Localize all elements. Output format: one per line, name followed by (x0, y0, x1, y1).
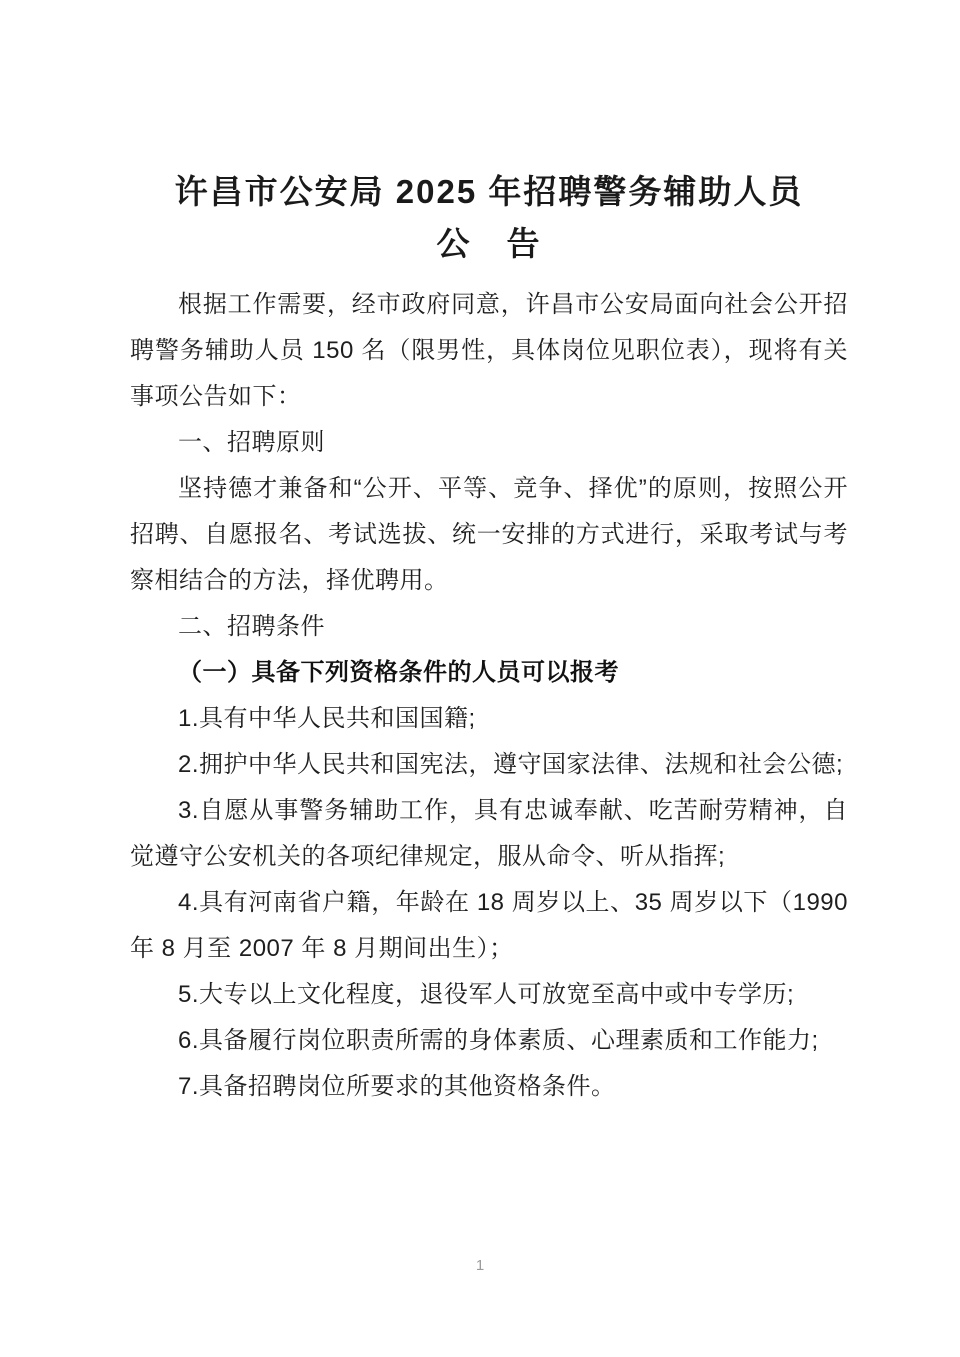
condition-item-7: 7.具备招聘岗位所要求的其他资格条件。 (178, 1073, 616, 1100)
section-1-heading: 一、招聘原则 (178, 429, 325, 456)
section-2-heading: 二、招聘条件 (178, 613, 325, 640)
document-title-line-1: 许昌市公安局 2025 年招聘警务辅助人员 (174, 173, 804, 210)
condition-item-6: 6.具备履行岗位职责所需的身体素质、心理素质和工作能力; (178, 1027, 819, 1054)
condition-item-3: 3.自愿从事警务辅助工作，具有忠诚奉献、吃苦耐劳精神，自觉遵守公安机关的各项纪律规定，服从命令、听从指挥; (130, 797, 848, 870)
condition-item-2: 2.拥护中华人民共和国宪法，遵守国家法律、法规和社会公德; (178, 751, 844, 778)
document-title-line-2: 公 告 (436, 225, 542, 262)
document-title (130, 166, 848, 270)
condition-item-1: 1.具有中华人民共和国国籍; (178, 705, 476, 732)
condition-item-5: 5.大专以上文化程度，退役军人可放宽至高中或中专学历; (178, 981, 795, 1008)
section-1-body: 坚持德才兼备和“公开、平等、竞争、择优”的原则，按照公开招聘、自愿报名、考试选拔、统一安排的方式进行，采取考试与考察相结合的方法，择优聘用。 (130, 475, 848, 594)
intro-paragraph: 根据工作需要，经市政府同意，许昌市公安局面向社会公开招聘警务辅助人员 150 名（限男性，具体岗位见职位表），现将有关事项公告如下： (130, 291, 848, 410)
condition-item-4: 4.具有河南省户籍，年龄在 18 周岁以上、35 周岁以下（1990 年 8 月至 2007 年 8 月期间出生）； (130, 889, 848, 962)
section-2-subheading: （一）具备下列资格条件的人员可以报考 (178, 659, 619, 686)
page-number: 1 (475, 1257, 485, 1274)
